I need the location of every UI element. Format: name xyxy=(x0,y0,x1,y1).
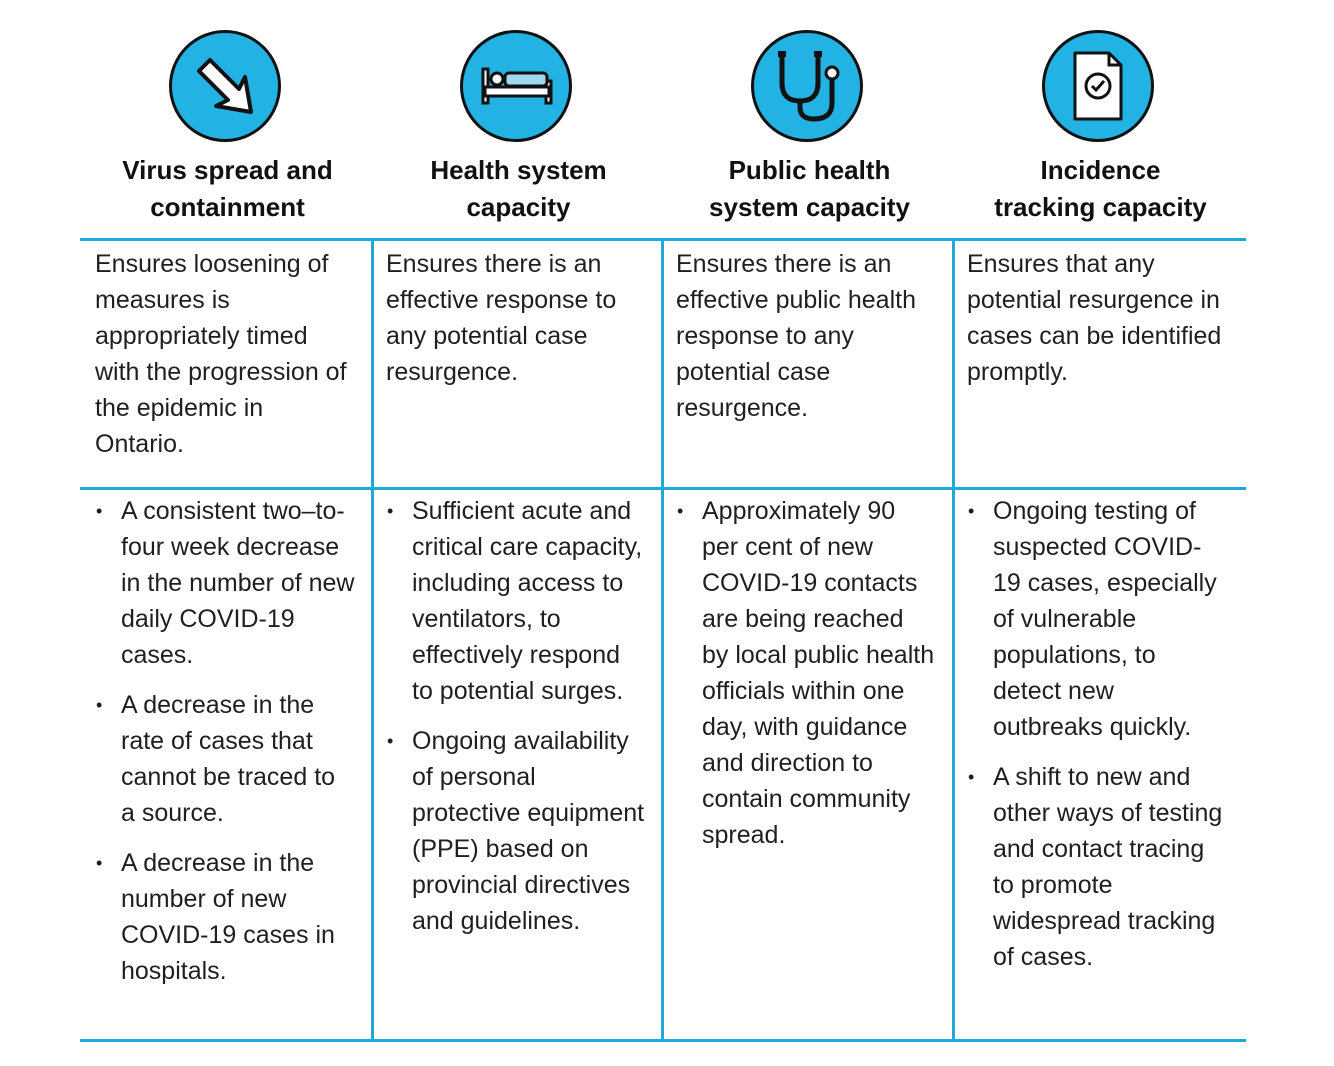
bullet-icon: • xyxy=(387,731,394,751)
column-divider xyxy=(371,238,374,1042)
title-line-1: Public health xyxy=(728,155,891,185)
bullet-icon: • xyxy=(968,767,975,787)
public-health-icon-circle xyxy=(751,30,863,142)
bullet-icon: • xyxy=(96,853,103,873)
column-title xyxy=(373,152,664,226)
criterion-text: Ongoing availability of personal protective equipment (PPE) based on provincial directives and guidelines. xyxy=(412,727,645,935)
title-line-2: capacity xyxy=(466,192,571,222)
column-header-virus-spread xyxy=(82,30,373,230)
criterion-text: A shift to new and other ways of testing and contact tracing to promote widespread tracking of cases. xyxy=(993,763,1223,971)
list-item xyxy=(386,493,646,709)
criteria-list-incidence-tracking xyxy=(967,493,1227,989)
list-item xyxy=(95,687,355,831)
list-item xyxy=(95,845,355,989)
description-health-system: Ensures there is an effective response to any potential case resurgence. xyxy=(386,250,617,386)
criteria-list-health-system xyxy=(386,493,646,953)
stethoscope-icon xyxy=(754,33,860,139)
hospital-bed-icon xyxy=(463,33,569,139)
list-item xyxy=(386,723,646,939)
description-virus-spread: Ensures loosening of measures is appropriately timed with the progression of the epidemic in Ontario. xyxy=(95,250,347,458)
list-item xyxy=(676,493,936,853)
title-line-2: tracking capacity xyxy=(994,192,1207,222)
bullet-icon: • xyxy=(968,501,975,521)
title-line-1: Virus spread and xyxy=(122,155,333,185)
column-divider xyxy=(952,238,955,1042)
title-line-1: Incidence xyxy=(1040,155,1161,185)
description-public-health: Ensures there is an effective public health response to any potential case resurgence. xyxy=(676,250,916,422)
health-system-icon-circle xyxy=(460,30,572,142)
criterion-text: Ongoing testing of suspected COVID-19 cases, especially of vulnerable populations, to detect new outbreaks quickly. xyxy=(993,497,1217,741)
title-line-2: system capacity xyxy=(709,192,910,222)
arrow-down-right-icon xyxy=(172,33,278,139)
bullet-icon: • xyxy=(677,501,684,521)
incidence-tracking-icon-circle xyxy=(1042,30,1154,142)
criteria-list-virus-spread xyxy=(95,493,355,1003)
column-header-public-health xyxy=(664,30,955,230)
criterion-text: A consistent two–to-four week decrease in the number of new daily COVID-19 cases. xyxy=(121,497,355,669)
column-header-health-system xyxy=(373,30,664,230)
criterion-text: A decrease in the rate of cases that cannot be traced to a source. xyxy=(121,691,336,827)
bullet-icon: • xyxy=(96,501,103,521)
bullet-icon: • xyxy=(387,501,394,521)
document-check-icon xyxy=(1045,33,1151,139)
column-title xyxy=(664,152,955,226)
criterion-text: Sufficient acute and critical care capacity, including access to ventilators, to effectively respond to potential surges. xyxy=(412,497,643,705)
criterion-text: A decrease in the number of new COVID-19 cases in hospitals. xyxy=(121,849,335,985)
column-header-incidence-tracking xyxy=(955,30,1246,230)
description-incidence-tracking: Ensures that any potential resurgence in cases can be identified promptly. xyxy=(967,250,1222,386)
list-item xyxy=(967,493,1227,745)
list-item xyxy=(95,493,355,673)
column-title xyxy=(82,152,373,226)
list-item xyxy=(967,759,1227,975)
title-line-1: Health system xyxy=(430,155,607,185)
bullet-icon: • xyxy=(96,695,103,715)
column-divider xyxy=(661,238,664,1042)
title-line-2: containment xyxy=(150,192,305,222)
criteria-list-public-health xyxy=(676,493,936,867)
criterion-text: Approximately 90 per cent of new COVID-19 contacts are being reached by local public health officials within one day, with guidance and direction to contain community spread. xyxy=(702,497,935,849)
column-title xyxy=(955,152,1246,226)
virus-spread-icon-circle xyxy=(169,30,281,142)
